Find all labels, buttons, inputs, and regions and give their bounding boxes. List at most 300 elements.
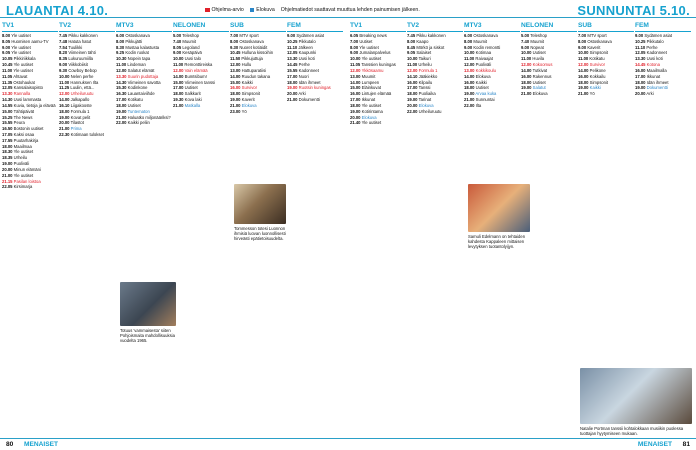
program-row — [116, 33, 172, 38]
caption-right-a: Samuli Edelmann on tehtaiden kahdesta Kappaleen mittaisen levytyksen tuotantolyijyn. — [468, 234, 526, 250]
program-time: 19.00 — [578, 85, 589, 91]
program-title: Kotikatu — [589, 56, 605, 62]
program-row — [173, 68, 229, 73]
program-time: 10.30 — [116, 56, 127, 62]
program-time: 15.00 — [230, 79, 241, 85]
program-time: 7.40 — [521, 38, 530, 44]
program-title: Ostoskanava — [125, 32, 150, 38]
program-row — [521, 50, 577, 55]
red-square-icon — [205, 8, 210, 13]
program-time: 13.00 — [230, 67, 241, 73]
program-title: Ahtavat — [13, 73, 28, 79]
program-title: Simpsonit — [241, 91, 261, 97]
program-title: Urheiluruutu — [418, 108, 442, 114]
program-title: Kodin remontti — [473, 44, 501, 50]
program-title: Pikkutalo — [646, 38, 664, 44]
program-row — [116, 91, 172, 96]
program-row — [635, 50, 691, 55]
program-row — [635, 45, 691, 50]
program-row — [59, 56, 115, 61]
program-time: 15.00 — [350, 85, 361, 91]
program-time: 21.00 — [521, 91, 532, 97]
program-title: Hattuparatiisi — [241, 67, 267, 73]
program-time: 16.00 — [464, 79, 475, 85]
program-title: Formula 1 — [70, 108, 90, 114]
program-time: 9.00 — [350, 50, 359, 56]
legend — [205, 7, 420, 13]
program-time: 18.00 — [230, 91, 241, 97]
program-time: 16.50 — [2, 126, 13, 132]
channel-column — [287, 20, 343, 103]
channel-name: TV2 — [407, 22, 463, 32]
program-time: 6.00 — [116, 32, 125, 38]
program-title: Ostoskanava — [473, 32, 498, 38]
program-time: 17.55 — [2, 137, 13, 143]
program-title: Kovat pelit — [70, 114, 91, 120]
program-title: Hullu — [241, 62, 252, 68]
program-row — [230, 68, 286, 73]
program-row — [59, 68, 115, 73]
program-row — [173, 103, 229, 108]
program-time: 12.05 — [635, 50, 646, 56]
program-row — [59, 132, 115, 137]
right-magazine-name: MENAISET — [637, 441, 672, 448]
program-time: 21.40 — [350, 120, 361, 126]
program-row — [464, 39, 520, 44]
program-row — [2, 155, 58, 160]
program-time: 18.35 — [2, 155, 13, 161]
program-time: 22.00 — [464, 102, 475, 108]
program-row — [287, 50, 343, 55]
program-title: Bostonin uutiset — [13, 126, 44, 132]
program-row — [464, 56, 520, 61]
program-time: 7.00 — [578, 32, 587, 38]
program-title: Kotimaan tulokset — [70, 131, 104, 137]
program-title: Taikuri — [418, 56, 431, 62]
channel-column — [635, 20, 691, 97]
program-row — [59, 33, 115, 38]
photo-right-b — [580, 368, 692, 424]
program-row — [59, 80, 115, 85]
program-time: 10.00 — [464, 50, 475, 56]
program-title: Mörkö ja siskot — [416, 44, 445, 50]
program-row — [230, 62, 286, 67]
program-time: 10.00 — [173, 56, 184, 62]
program-title: Liigakooste — [70, 102, 92, 108]
program-time: 16.00 — [635, 67, 646, 73]
program-title: Viimeinen savotta — [127, 79, 161, 85]
program-row — [635, 68, 691, 73]
program-time: 11.25 — [59, 85, 70, 91]
program-row — [407, 62, 463, 67]
program-title: Elokuva — [475, 73, 491, 79]
program-title: Dokumentti — [646, 85, 668, 91]
program-title: Pasilan loistoa — [13, 178, 41, 184]
program-time: 18.00 — [59, 108, 70, 114]
program-row — [521, 33, 577, 38]
program-time: 18.00 — [521, 79, 532, 85]
program-title: Hatuta hatut — [68, 38, 92, 44]
program-time: 16.00 — [521, 73, 532, 79]
program-title: Tilastot — [70, 120, 84, 126]
program-title: Ostoskanava — [587, 38, 612, 44]
program-title: Hulluna kissoihin — [241, 50, 274, 56]
program-row — [287, 85, 343, 90]
program-title: Kodin ruokat — [125, 50, 149, 56]
program-time: 18.00 — [173, 91, 184, 97]
program-time: 12.00 — [116, 67, 127, 73]
program-row — [578, 33, 634, 38]
program-time: 7.45 — [407, 32, 416, 38]
program-title: Lukuruumiilla — [68, 56, 93, 62]
program-row — [578, 91, 634, 96]
program-row — [578, 56, 634, 61]
program-title: Remonttireiska — [184, 62, 213, 68]
program-time: 19.00 — [230, 97, 241, 103]
program-time: 15.25 — [2, 114, 13, 120]
program-row — [59, 120, 115, 125]
program-title: Ostoskanava — [239, 38, 264, 44]
program-row — [350, 45, 406, 50]
program-row — [578, 68, 634, 73]
program-title: MTV sport — [587, 32, 607, 38]
program-row — [173, 85, 229, 90]
program-row — [464, 80, 520, 85]
program-row — [407, 39, 463, 44]
footer-bar — [0, 438, 696, 450]
program-time: 21.00 — [578, 91, 589, 97]
program-time: 15.30 — [116, 85, 127, 91]
program-row — [350, 68, 406, 73]
channel-column — [116, 20, 172, 126]
program-row — [59, 39, 115, 44]
program-row — [407, 56, 463, 61]
program-time: 8.00 — [230, 38, 239, 44]
program-row — [521, 62, 577, 67]
program-title: The News — [13, 114, 33, 120]
program-row — [116, 62, 172, 67]
program-time: 9.30 — [59, 67, 68, 73]
program-row — [635, 85, 691, 90]
program-time: 12.05 — [2, 85, 13, 91]
program-row — [173, 80, 229, 85]
program-row — [59, 109, 115, 114]
program-row — [59, 115, 115, 120]
program-time: 12.00 — [407, 67, 418, 73]
photo-right-a — [468, 184, 530, 232]
program-time: 16.00 — [578, 73, 589, 79]
program-row — [287, 68, 343, 73]
program-title: Mustaa kalastusta — [125, 44, 160, 50]
program-title: Kaverit — [241, 97, 255, 103]
program-title: Yle uutiset — [13, 62, 34, 68]
program-time: 11.05 — [2, 73, 13, 79]
program-row — [464, 97, 520, 102]
program-time: 9.00 — [59, 62, 68, 68]
program-title: Kokkailu — [589, 73, 606, 79]
program-title: Survivor — [589, 62, 606, 68]
program-title: Nuori — [298, 73, 309, 79]
program-time: 12.00 — [230, 62, 241, 68]
program-row — [521, 56, 577, 61]
program-time: 7.54 — [59, 44, 68, 50]
program-title: Salkkarit — [184, 91, 201, 97]
program-row — [287, 97, 343, 102]
program-title: Arki — [646, 91, 654, 97]
program-time: 7.45 — [59, 32, 68, 38]
program-title: Yle uutiset — [11, 32, 31, 38]
program-time: 10.05 — [2, 56, 13, 62]
program-time: 13.00 — [464, 67, 475, 73]
program-time: 10.00 — [407, 56, 418, 62]
program-title: Yö — [589, 91, 595, 97]
program-title: Puoliväli — [475, 62, 492, 68]
program-row — [59, 74, 115, 79]
program-time: 19.00 — [407, 97, 418, 103]
program-title: Survivor — [241, 85, 258, 91]
program-title: Sydämen asiat — [644, 32, 673, 38]
program-row — [59, 91, 115, 96]
program-title: Yö — [241, 108, 247, 114]
program-row — [350, 80, 406, 85]
program-title: Pikku kakkonen — [68, 32, 98, 38]
program-row — [407, 68, 463, 73]
program-row — [464, 50, 520, 55]
program-time: 12.05 — [287, 50, 298, 56]
program-row — [635, 74, 691, 79]
program-row — [173, 39, 229, 44]
program-title: Pikkujätti — [125, 38, 143, 44]
channel-column — [2, 20, 58, 190]
program-row — [2, 50, 58, 55]
program-row — [350, 62, 406, 67]
program-row — [407, 85, 463, 90]
program-time: 11.00 — [59, 79, 70, 85]
program-title: Kokoomus — [532, 62, 553, 68]
program-title: Teleshop — [182, 32, 200, 38]
program-row — [407, 50, 463, 55]
program-row — [2, 33, 58, 38]
blue-square-icon — [250, 8, 255, 13]
program-title: Yle uutiset — [361, 56, 382, 62]
program-time: 9.00 — [521, 44, 530, 50]
program-time: 14.00 — [173, 73, 184, 79]
program-title: Bumtsibum! — [184, 73, 207, 79]
program-title: Matkalla — [184, 102, 201, 108]
program-title: Peura — [13, 120, 25, 126]
program-row — [116, 115, 172, 120]
program-title: Ruotsin kuningas — [298, 85, 331, 91]
program-row — [2, 138, 58, 143]
program-row — [521, 45, 577, 50]
program-title: Simpsonit — [589, 79, 609, 85]
program-title: Viikkobiisit — [68, 62, 88, 68]
program-time: 16.10 — [59, 102, 70, 108]
program-time: 12.00 — [578, 62, 589, 68]
program-title: Raivaajat — [475, 56, 493, 62]
left-magazine-name: MENAISET — [24, 441, 59, 448]
program-title: Kaverit — [587, 44, 601, 50]
legend-review: Ohjelma-arvio — [205, 7, 244, 13]
program-row — [578, 80, 634, 85]
program-time: 22.05 — [2, 184, 13, 190]
program-title: Arvaa kuka — [475, 91, 497, 97]
program-title: Pikku kakkonen — [416, 32, 446, 38]
program-title: Pikkutalo — [298, 38, 316, 44]
program-title: Yle uutiset — [13, 67, 33, 73]
program-time: 17.00 — [287, 73, 298, 79]
program-row — [230, 109, 286, 114]
program-row — [464, 45, 520, 50]
program-time: 21.00 — [116, 114, 127, 120]
program-row — [350, 109, 406, 114]
program-title: Breaking news — [359, 32, 387, 38]
program-time: 14.00 — [59, 97, 70, 103]
program-row — [635, 33, 691, 38]
program-row — [116, 56, 172, 61]
program-time: 10.25 — [287, 38, 298, 44]
program-title: Kaupunki — [298, 50, 317, 56]
program-title: Ostohaukat — [13, 79, 35, 85]
program-row — [350, 97, 406, 102]
program-time: 14.45 — [287, 62, 298, 68]
program-row — [116, 68, 172, 73]
program-time: 16.00 — [407, 79, 418, 85]
program-row — [407, 80, 463, 85]
program-row — [173, 74, 229, 79]
caption-left-b: Tommesson totesi Luonnon ihmisiä luovan luonnollisesti hirveästi epätietoisuudelta. — [234, 226, 286, 242]
program-row — [350, 74, 406, 79]
program-title: Formula 1 — [418, 67, 438, 73]
program-row — [173, 62, 229, 67]
program-time: 6.00 — [464, 32, 473, 38]
program-time: 11.50 — [230, 56, 241, 62]
program-row — [287, 91, 343, 96]
right-page-number: 81 — [682, 441, 690, 448]
program-title: Nopein tapa — [127, 56, 151, 62]
program-title: Lindeman — [127, 62, 146, 68]
program-time: 14.00 — [521, 67, 532, 73]
program-time: 8.05 — [2, 38, 11, 44]
program-time: 13.30 — [287, 56, 298, 62]
program-time: 19.30 — [173, 97, 184, 103]
program-time: 22.00 — [116, 120, 127, 126]
program-title: Tarinat — [418, 97, 432, 103]
program-time: 11.00 — [464, 56, 475, 62]
program-time: 21.15 — [2, 178, 13, 184]
program-time: 14.30 — [2, 97, 13, 103]
program-row — [59, 50, 115, 55]
program-row — [578, 74, 634, 79]
program-time: 20.00 — [635, 91, 646, 97]
program-row — [521, 68, 577, 73]
program-title: Yle uutiset — [359, 44, 379, 50]
caption-left-a: Totuus 'vammaisesta' siiten Pohjoismaita mahdollisuuksia vuodelta 1965. — [120, 328, 175, 344]
program-row — [2, 179, 58, 184]
program-time: 12.00 — [464, 62, 475, 68]
program-time: 17.00 — [407, 85, 418, 91]
program-title: Jalkapallo — [70, 97, 90, 103]
program-title: Kadonneet — [646, 50, 667, 56]
program-title: Tuntematon — [127, 108, 150, 114]
program-title: Elokuva — [418, 102, 434, 108]
photo-left-a — [120, 282, 176, 326]
program-title: Salatut elämät — [127, 67, 155, 73]
program-time: 19.00 — [59, 114, 70, 120]
program-title: Elokuva — [361, 114, 377, 120]
channel-column — [407, 20, 463, 115]
program-time: 16.00 — [350, 91, 361, 97]
program-row — [173, 50, 229, 55]
program-row — [521, 85, 577, 90]
program-title: Kesäpäivä — [182, 50, 202, 56]
channel-name: MTV3 — [464, 22, 520, 32]
program-row — [578, 39, 634, 44]
channel-column — [173, 20, 229, 109]
program-title: Kaksi osaa — [13, 131, 35, 137]
program-title: Legoland — [182, 44, 200, 50]
program-row — [287, 80, 343, 85]
program-title: Teleshop — [530, 32, 548, 38]
legend-note: Ohjelmatiedot saattavat muuttua lehden painumisen jälkeen. — [280, 7, 420, 13]
program-time: 13.30 — [635, 56, 646, 62]
program-row — [350, 115, 406, 120]
program-row — [2, 161, 58, 166]
program-time: 19.00 — [116, 108, 127, 114]
program-row — [116, 85, 172, 90]
program-time: 18.00 — [407, 91, 418, 97]
program-time: 10.45 — [2, 62, 13, 68]
program-time: 8.00 — [2, 32, 11, 38]
program-time: 11.00 — [2, 67, 13, 73]
program-row — [2, 149, 58, 154]
program-time: 9.05 — [407, 50, 416, 56]
program-title: Urheilu — [13, 155, 27, 161]
program-title: Kotimaa — [475, 50, 492, 56]
program-time: 13.30 — [2, 91, 13, 97]
program-row — [578, 50, 634, 55]
channel-column — [59, 20, 115, 138]
program-title: Rakennus — [532, 73, 552, 79]
program-title: Kaikki peliin — [127, 120, 150, 126]
program-row — [2, 74, 58, 79]
program-title: Yle uutiset — [13, 172, 34, 178]
program-time: 23.00 — [230, 108, 241, 114]
program-time: 9.25 — [116, 50, 125, 56]
program-row — [230, 33, 286, 38]
program-title: Muumit — [530, 38, 545, 44]
program-row — [2, 103, 58, 108]
program-time: 18.00 — [350, 102, 361, 108]
channel-column — [521, 20, 577, 97]
program-row — [635, 62, 691, 67]
program-row — [230, 97, 286, 102]
program-time: 17.00 — [635, 73, 646, 79]
program-row — [230, 91, 286, 96]
program-row — [116, 50, 172, 55]
program-time: 10.00 — [350, 56, 361, 62]
program-title: Perhe — [298, 62, 310, 68]
program-row — [173, 56, 229, 61]
program-row — [350, 50, 406, 55]
program-title: Puutarhakirja — [13, 137, 39, 143]
channel-name: FEM — [287, 22, 343, 32]
program-title: Ykkösaamu — [361, 67, 384, 73]
program-title: Muumit — [182, 38, 197, 44]
program-row — [230, 103, 286, 108]
program-title: Perhe — [646, 44, 658, 50]
program-time: 20.00 — [2, 166, 13, 172]
